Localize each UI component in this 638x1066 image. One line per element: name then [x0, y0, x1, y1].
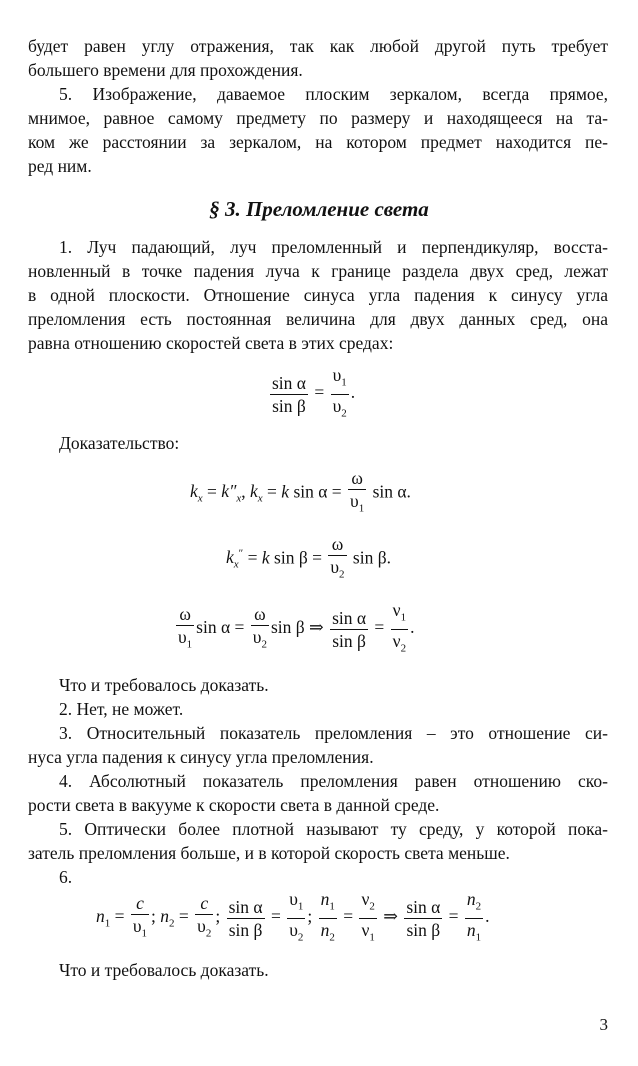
proof-label: Доказательство: — [59, 433, 180, 453]
text-line: преломления есть постоянная величина для двух данных сред, она — [28, 309, 608, 329]
paragraph-item-1-law — [28, 235, 608, 355]
text-line: 3. Относительный показатель преломления – это отношение си- — [59, 723, 608, 743]
text-line: ред ним. — [28, 156, 92, 176]
text-line: 1. Луч падающий, луч преломленный и перпендикуляр, восста- — [59, 237, 608, 257]
text-line: новленный в точке падения луча к границе раздела двух сред, лежат — [28, 261, 608, 281]
text-line: 5. Изображение, даваемое плоским зеркалом, всегда прямое, — [59, 84, 608, 104]
paragraph-item-5-mirror — [28, 82, 608, 178]
text-line: 6. — [59, 867, 73, 887]
page-number: 3 — [599, 1015, 608, 1034]
text-line: в одной плоскости. Отношение синуса угла падения к синусу угла — [28, 285, 608, 305]
text-line: рости света в вакууме к скорости света в данной среде. — [28, 795, 440, 815]
text-line: Что и требовалось доказать. — [59, 960, 269, 980]
formula-proof-1: $k_x = k''_x$, $k_x = k$ sin α = $\frac{\omega}{\upsilon_1}$ sin α. — [190, 468, 411, 515]
answers-block — [28, 673, 608, 889]
text-line: 4. Абсолютный показатель преломления равен отношению ско- — [59, 771, 608, 791]
proof-label-block — [28, 431, 608, 455]
formula-proof-2: $k_x'' = k$ sin β = $\frac{\omega}{\upsilon_2}$ sin β. — [226, 534, 391, 581]
section-heading: § 3. Преломление света — [209, 197, 429, 221]
text-line: затель преломления больше, и в которой скорость света меньше. — [28, 843, 510, 863]
formula-absolute-index: $n_1$ = $\frac{c}{\upsilon_1}$ ; $n_2$ = $\frac{c}{\upsilon_2}$ ; $\frac{\text{sin α}}{\text{sin β}}$ = $\frac{\upsilon_1}{\upsilon_2}$ ; $\frac{n_1}{n_2}$ = $\frac{\nu_2}{\nu_1}$ ⇒ $\frac{\text{sin α}}{\text{sin β}}$ = $\frac{n_2}{n_1}$ . — [96, 889, 490, 943]
formula-snell-ratio: $\frac{\text{sin α}}{\text{sin β}}$ = $\frac{\upsilon_1}{\upsilon_2}$ . — [272, 365, 356, 419]
text-line: большего времени для прохождения. — [28, 60, 303, 80]
formula-proof-3: $\frac{\omega}{\upsilon_1}$ sin α = $\frac{\omega}{\upsilon_2}$ sin β ⇒ $\frac{\text{sin α}}{\text{sin β}}$ = $\frac{\nu_1}{\nu_2}$ . — [178, 600, 415, 654]
closing-block — [28, 958, 608, 982]
text-line: 2. Нет, не может. — [59, 699, 184, 719]
text-line: мнимое, равное самому предмету по размеру и находящееся на та- — [28, 108, 608, 128]
text-line: Что и требовалось доказать. — [59, 675, 269, 695]
paragraph-top — [28, 34, 608, 82]
text-line: 5. Оптически более плотной называют ту среду, у которой пока- — [59, 819, 608, 839]
text-line: будет равен углу отражения, так как любой другой путь требует — [28, 36, 608, 56]
text-line: равна отношению скоростей света в этих средах: — [28, 333, 394, 353]
text-line: нуса угла падения к синусу угла преломления. — [28, 747, 374, 767]
text-line: ком же расстоянии за зеркалом, на котором предмет находится пе- — [28, 132, 608, 152]
